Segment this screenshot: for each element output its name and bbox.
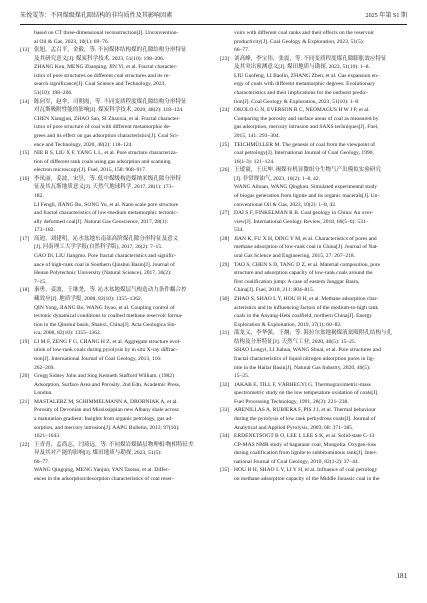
reference-number: [35] [220, 467, 230, 474]
reference-number: [34] [220, 433, 230, 440]
reference-text: 李凤丽，姜波，宋昱，等. 低中煤级构造煤纳米级孔隙分形特 征及其瓦斯地质意义[J]. 天然气地球科学, 2017, 28(1): 173– 182. LI Fengli, JIANG Bo, SONG Yu, et al. Nano scale pore structure and fractal characteristics of low-medium metamorphic tectonic- ally deformed coal[J]. Natural Gas Geoscience, 2017, 28(1): 173–182. [34, 175, 181, 234]
reference-item [220, 466, 407, 483]
reference-number: [26] [220, 167, 230, 174]
reference-item [220, 209, 407, 235]
reference-item [220, 329, 407, 380]
page-number: 181 [396, 572, 407, 580]
reference-number: [28] [220, 235, 230, 242]
reference-item [20, 398, 207, 441]
reference-number: [32] [220, 381, 230, 388]
reference-number: [24] [220, 107, 230, 114]
reference-item [220, 295, 407, 329]
reference-number: [17] [20, 235, 30, 242]
reference-number: [29] [220, 261, 230, 268]
reference-number: [33] [220, 407, 230, 414]
reference-number: [31] [220, 330, 230, 337]
reference-item [220, 406, 407, 432]
reference-item [220, 166, 407, 209]
reference-number: [20] [20, 373, 30, 380]
reference-item [220, 432, 407, 466]
reference-text: JIAN K, FU X H, DING Y M, et al. Characteristics of pores and methane adsorption of low-rank coal in China[J]. Journal of Nat- ural Gas Science and Engineering, 2015, 27: 207–218. [234, 235, 379, 260]
running-header [20, 10, 407, 23]
reference-item [20, 372, 207, 398]
reference-item [20, 149, 207, 175]
reference-text: 王瑷寰，王庆坤. 褐煤有机显微组分生物气产出模拟实验研究 [J]. 非常规油气, 2023, 10(2): 1–8, 42. WANG Aihuan, WANG Qingkun. Simulated experimental study of biogas generation from lignite and its organic macerals[J]. Un- conventional Oil & Gas, 2023, 10(2): 1–8, 42. [234, 167, 381, 208]
reference-text: 高迪，刘建明，沁水盆地东南部高阶煤孔隙分形特征及意义 [J]. 河南理工大学学报(自然科学版), 2017, 36(2): 7–15. GAO Di, LIU Jiangmo. Pore fractal characteristics and signific- ance of high-rank coal in Southern Qinshui Basin[J]. Journal of Henan Polytechnic University (Natural Science), 2017, 36(2): 7–15. [34, 235, 179, 285]
reference-text: TEICHMÜLLER M. The genesis of coal from the viewpoint of coal petrology[J]. International Journal of Coal Geology, 1990, 16(1-3): 121–124. [234, 141, 376, 165]
header-rule [20, 24, 407, 25]
reference-number: [23] [220, 55, 230, 62]
reference-text: ERDENETSOGT B O, LEE I, LEE S K, et al. Solid-state C-13 CP-MAS NMR study of baganuur coal, Mongolia: Oxygen-loss during coalification from lignite to subbituminous rank[J]. Inter- national Journal of Coal Geology, 2010, 82(1-2): 37–44. [234, 433, 378, 465]
reference-text: 刘高峰，李宝伟，张震，等. 不同变质程度煤孔隙膨胀效应特征 及其突出预测意义[J]. 煤田地质与勘探, 2023, 51(10): 1–8. LIU Gaofeng, LI Baolin, ZHANG Zhen, et al. Gas expansion en- ergy of coals with different metamorphic degrees: Evolutionary characteristics and their implications for the outburst predic- tion[J]. Coal Geology & Exploration, 2023, 51(10): 1–8. [234, 55, 387, 105]
reference-number: [18] [20, 287, 30, 294]
reference-item [20, 29, 207, 46]
reference-text: 秦勇，姜波，王继尧，等. 沁水盆地煤层气构造动力条件耦合控 藏效应[J]. 地质学报, 2008, 82(10): 1355–1362. QIN Yong, JIANG Bo, WANG Jiyao, et al. Coupling control of tectonic dynamical conditions to coalbed methane reservoir forma- tion in the Qinshui basin, Shanxi, China[J]. Acta Geologica Sin- ica, 2008, 82(10): 1355–1362. [34, 287, 187, 337]
reference-text: 陈向军，赵伞，司朝霞，等. 不同变质程度煤孔隙结构分形特征 对瓦斯吸附性能的影响[J]. 煤炭科学技术, 2020, 48(2): 118–124. CHEN Xiangjun, ZHAO San, SI Zhaoxia, et al. Fractal character- istics of pore structure of coal with different metamorphic de- grees and its effect on gas adsorption characteristics[J]. Coal Sci- ence and Technology, 2020, 48(2): 118–124. [34, 98, 187, 148]
reference-list-right [220, 29, 407, 484]
reference-item [220, 381, 407, 407]
reference-text: 邵龙义，李华强，王炯，等. 海拉尔盆地褐煤液氮吸附孔结构与孔 结构及分形特征[J]. 天然气工业, 2020, 40(5): 15–25. SHAO Longyi, LI Jiahua, WANG Shuai, et al. Pore structures and fractal characteristics of liquid nitrogen adsorption pores in lig- nite in the Hailar Basin[J]. Natural Gas Industry, 2020, 40(5): 15–25. [234, 330, 393, 380]
reference-item [220, 55, 407, 106]
header-title: 朱悦雯等：不同煤级煤孔隙结构的非均质性及其影响因素 [20, 13, 173, 19]
reference-item [220, 261, 407, 295]
reference-item [20, 441, 207, 484]
header-issue: 2025 年第 S1 期 [365, 13, 407, 19]
reference-text: 张旭，孟召平，金毅，等. 不同煤体结构煤的孔隙结构分形特征 及其研究意义[J]. 煤炭科学技术, 2023, 51(10): 198–206. ZHANG Kun, MENG Zhaoping, JIN Yi, et al. Fractal character- istics of pore structures on different coal structures and its re- search significance[J]. Coal Science and Technology, 2023, 51(10): 198–206. [34, 47, 187, 97]
reference-number: [27] [220, 210, 230, 217]
reference-text: HOU H H, SHAO L Y, LI Y H, et al. Influence of coal petrology on methane adsorption capacity of the Middle Jurassic coal in the [234, 467, 380, 483]
reference-item [20, 46, 207, 97]
reference-list-left [20, 29, 207, 484]
reference-text: Gregg Sidney John and Sing Kenneth Stafford William. (1982) Adsorption, Surface Area and Porosity, 2nd Edn, Academic Press, London. [34, 373, 181, 397]
reference-number: [21] [20, 398, 30, 405]
reference-item [20, 235, 207, 286]
reference-text: DAI S F, FINKELMAN R B. Coal geology in China: An over- view[J]. International Geology Review, 2018, 60(5–6): 531– 534. [234, 210, 374, 234]
reference-text: TAO S, CHEN S D, TANG D Z, et al. Material composition, pore structure and adsorption capacity of low-rank coals around the first coalification jump: A case of eastern Junggar Basin, China[J]. Fuel, 2018, 211: 804–815. [234, 261, 381, 294]
reference-number: [25] [220, 141, 230, 148]
reference-number: [22] [20, 441, 30, 448]
reference-text: OKOLO G N, EVERSON R C, NEOMAGUS H W J P, et al. Comparing the porosity and surface areas of coal as measured by gas adsorption, mercury intrusion and SAXS techniques[J]. Fuel, 2015, 141: 293–304. [234, 107, 379, 139]
reference-number: [13] [20, 47, 30, 54]
reference-text: voirs with different coal ranks and their effects on the reservoir productivity[J]. Coal Geology & Exploration, 2023, 51(5): 66–77. [234, 30, 374, 54]
reference-number: [16] [20, 175, 30, 182]
reference-text: ZHAO S, SHAO L Y, HOU H H, et al. Methane adsorption char- acteristics and its influencing factors of the medium-to-high rank coals in the Anyang-Hebi coalfield, northern China[J]. Energy Exploration & Exploitation, 2019, 37(1): 60–82. [234, 295, 379, 328]
reference-text: NIE B S, LIU X F, YANG L L, et al. Pore structure characteriza- tion of different rank coals using gas adsorption and scanning electron microscopy[J]. Fuel, 2015, 158: 908–917. [34, 150, 178, 174]
reference-item [220, 235, 407, 261]
right-column [220, 29, 407, 484]
reference-text: based on CT three-dimensional reconstruction[J]. Unconvention- al Oil & Gas, 2023, 10(1): 69–76. [34, 30, 179, 45]
reference-item [220, 106, 407, 140]
reference-item [220, 141, 407, 167]
reference-number: [15] [20, 150, 30, 157]
reference-text: ARENILLAS A, RUBIERA F, PIS J J, et al. Thermal behaviour during the pyrolysis of low rank perhydrous coals[J]. Journal of Analytical and Applied Pyrolysis, 2003, 68: 371–385. [234, 407, 376, 431]
reference-number: [30] [220, 295, 230, 302]
reference-text: JAKAB E, TILL F, VÁRHEGYI G. Thermogravimetric-mass spectrometric study on the low temperature oxidation of coals[J]. Fuel Processing Technology, 1991, 28(3): 221–238. [234, 381, 379, 405]
reference-item [20, 98, 207, 149]
reference-item [20, 175, 207, 235]
reference-item [20, 338, 207, 372]
reference-number: [19] [20, 338, 30, 345]
reference-item [220, 29, 407, 55]
left-column [20, 29, 207, 484]
reference-text: 王青青，孟尚志，闫琦远，等. 不同煤岩煤储层物理相/物相特征差 异及其对产能的影响[J]. 煤田地质与勘探, 2023, 51(5): 66–77. WANG Qingqing, MENG Yanjun, YAN Taotao, et al. Differ- ences in the adsorption/desorption characteristics of coal reser- [34, 441, 194, 483]
reference-text: LI M F, ZENG F G, CHANG H Z, et al. Aggregate structure evol- ution of low-rank coals during pyrolysis by in situ X-ray diffrac- tion[J]. International Journal of Coal Geology, 2013, 116: 262–269. [34, 338, 181, 371]
reference-number: [14] [20, 98, 30, 105]
reference-item [20, 286, 207, 337]
reference-text: MASTALERZ M, SCHIMMELMANN A, DROBNIAK A, et al. Porosity of Devonian and Mississippian new Albany shale across a maturation gradient: Insights from organic petrology, gas ad- sorption, and mercury intrusion[J]. AAPG Bulletin, 2013, 97(10): 1621–1643. [34, 398, 180, 440]
